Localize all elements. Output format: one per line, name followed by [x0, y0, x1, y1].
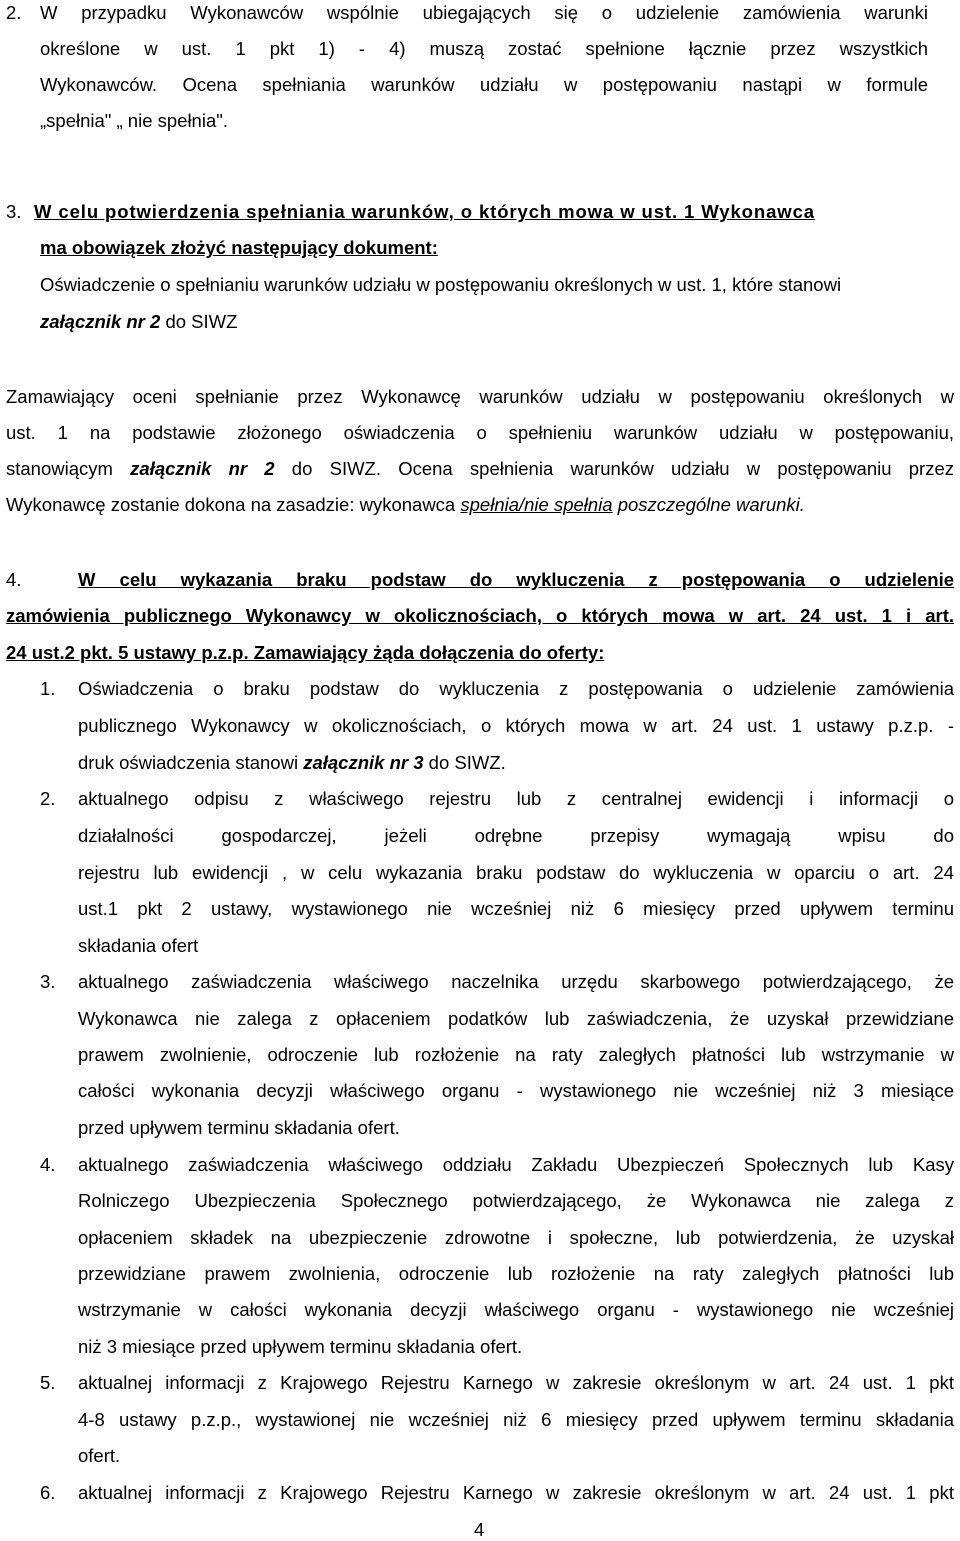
item-3-line-4: całości wykonania decyzji właściwego organu - wystawionego nie wcześniej niż 3 miesiące	[78, 1080, 954, 1101]
item-1-line-3-c: do SIWZ.	[423, 752, 506, 773]
item-5-number: 5.	[40, 1372, 56, 1393]
intro-line-3: Wykonawców. Ocena spełniania warunków udziału w postępowaniu nastąpi w formule	[40, 74, 928, 95]
evaluation-line-2: ust. 1 na podstawie złożonego oświadczenia o spełnieniu warunków udziału w postępowaniu,	[6, 422, 954, 443]
item-1-line-3	[78, 752, 506, 774]
item-4-number: 4.	[40, 1154, 56, 1175]
intro-line-4: „spełnia" „ nie spełnia".	[40, 110, 228, 131]
section3-attachment-line	[40, 311, 237, 333]
item-6-number: 6.	[40, 1482, 56, 1503]
section4-heading-line-2: zamówienia publicznego Wykonawcy w okolicznościach, o których mowa w art. 24 ust. 1 i art.	[6, 605, 954, 626]
section3-statement-line: Oświadczenie o spełnianiu warunków udziału w postępowaniu określonych w ust. 1, które stanowi	[40, 274, 842, 295]
item-1-line-3-a: druk oświadczenia stanowi	[78, 752, 304, 773]
item-4-line-4: przewidziane prawem zwolnienia, odroczenie lub rozłożenie na raty zaległych płatności lub	[78, 1263, 954, 1284]
evaluation-line-3	[6, 458, 954, 480]
section3-number: 3.	[6, 201, 22, 222]
item-3-line-2: Wykonawca nie zalega z opłaceniem podatków lub zaświadczenia, że uzyskał przewidziane	[78, 1008, 954, 1029]
evaluation-line-3-attachment: załącznik nr 2	[130, 458, 275, 479]
section4-heading-line-1: W celu wykazania braku podstaw do wykluczenia z postępowania o udzielenie	[78, 569, 954, 590]
intro-number: 2.	[6, 2, 22, 23]
item-2-line-5: składania ofert	[78, 935, 199, 956]
section3-heading-line-1: W celu potwierdzenia spełniania warunków, o których mowa w ust. 1 Wykonawca	[34, 201, 815, 222]
attachment-label: załącznik nr 2	[40, 311, 161, 332]
item-3-number: 3.	[40, 971, 56, 992]
evaluation-line-4	[6, 494, 805, 516]
attachment-suffix: do SIWZ	[160, 311, 238, 332]
evaluation-line-4-a: Wykonawcę zostanie dokona na zasadzie: wykonawca	[6, 494, 461, 515]
item-6-line-1: aktualnej informacji z Krajowego Rejestru Karnego w zakresie określonym w art. 24 ust. 1 pkt	[78, 1482, 954, 1503]
item-4-line-5: wstrzymanie w całości wykonania decyzji właściwego organu - wystawionego nie wcześniej	[78, 1299, 954, 1320]
item-2-line-2: działalności gospodarczej, jeżeli odrębne przepisy wymagają wpisu do	[78, 825, 954, 846]
intro-line-1: W przypadku Wykonawców wspólnie ubiegających się o udzielenie zamówienia warunki	[40, 2, 928, 23]
section4-heading-line-3: 24 ust.2 pkt. 5 ustawy p.z.p. Zamawiający żąda dołączenia do oferty:	[6, 642, 605, 663]
intro-line-2: określone w ust. 1 pkt 1) - 4) muszą zostać spełnione łącznie przez wszystkich	[40, 38, 928, 59]
item-2-line-1: aktualnego odpisu z właściwego rejestru lub z centralnej ewidencji i informacji o	[78, 788, 954, 809]
item-1-line-2: publicznego Wykonawcy w okolicznościach, o których mowa w art. 24 ust. 1 ustawy p.z.p. -	[78, 715, 954, 736]
item-4-line-1: aktualnego zaświadczenia właściwego oddziału Zakładu Ubezpieczeń Społecznych lub Kasy	[78, 1154, 954, 1175]
page-number: 4	[474, 1519, 485, 1540]
item-1-line-1: Oświadczenia o braku podstaw do wykluczenia z postępowania o udzielenie zamówienia	[78, 678, 954, 699]
evaluation-line-4-c: poszczególne warunki.	[612, 494, 805, 515]
item-5-line-3: ofert.	[78, 1445, 121, 1466]
item-4-line-2: Rolniczego Ubezpieczenia Społecznego potwierdzającego, że Wykonawca nie zalega z	[78, 1190, 954, 1211]
item-2-line-3: rejestru lub ewidencji , w celu wykazania braku podstaw do wykluczenia w oparciu o art. 24	[78, 862, 954, 883]
item-3-line-3: prawem zwolnienie, odroczenie lub rozłożenie na raty zaległych płatności lub wstrzymanie w	[78, 1044, 954, 1065]
evaluation-line-4-spelnia: spełnia/nie spełnia	[460, 494, 613, 515]
evaluation-line-3-a: stanowiącym	[6, 458, 131, 479]
section4-number: 4.	[6, 569, 22, 590]
item-4-line-6: niż 3 miesiące przed upływem terminu składania ofert.	[78, 1336, 523, 1357]
section3-heading-line-2: ma obowiązek złożyć następujący dokument:	[40, 237, 438, 258]
item-3-line-1: aktualnego zaświadczenia właściwego naczelnika urzędu skarbowego potwierdzającego, że	[78, 971, 954, 992]
item-5-line-1: aktualnej informacji z Krajowego Rejestru Karnego w zakresie określonym w art. 24 ust. 1 pkt	[78, 1372, 954, 1393]
item-4-line-3: opłaceniem składek na ubezpieczenie zdrowotne i społeczne, lub potwierdzenia, że uzyskał	[78, 1227, 954, 1248]
item-1-number: 1.	[40, 678, 56, 699]
item-5-line-2: 4-8 ustawy p.z.p., wystawionej nie wcześniej niż 6 miesięcy przed upływem terminu składania	[78, 1409, 954, 1430]
evaluation-line-3-c: do SIWZ. Ocena spełnienia warunków udziału w postępowaniu przez	[274, 458, 954, 479]
item-2-number: 2.	[40, 788, 56, 809]
evaluation-line-1: Zamawiający oceni spełnianie przez Wykonawcę warunków udziału w postępowaniu określonych w	[6, 386, 954, 407]
item-2-line-4: ust.1 pkt 2 ustawy, wystawionego nie wcześniej niż 6 miesięcy przed upływem terminu	[78, 898, 954, 919]
item-1-attachment: załącznik nr 3	[303, 752, 424, 773]
item-3-line-5: przed upływem terminu składania ofert.	[78, 1117, 400, 1138]
